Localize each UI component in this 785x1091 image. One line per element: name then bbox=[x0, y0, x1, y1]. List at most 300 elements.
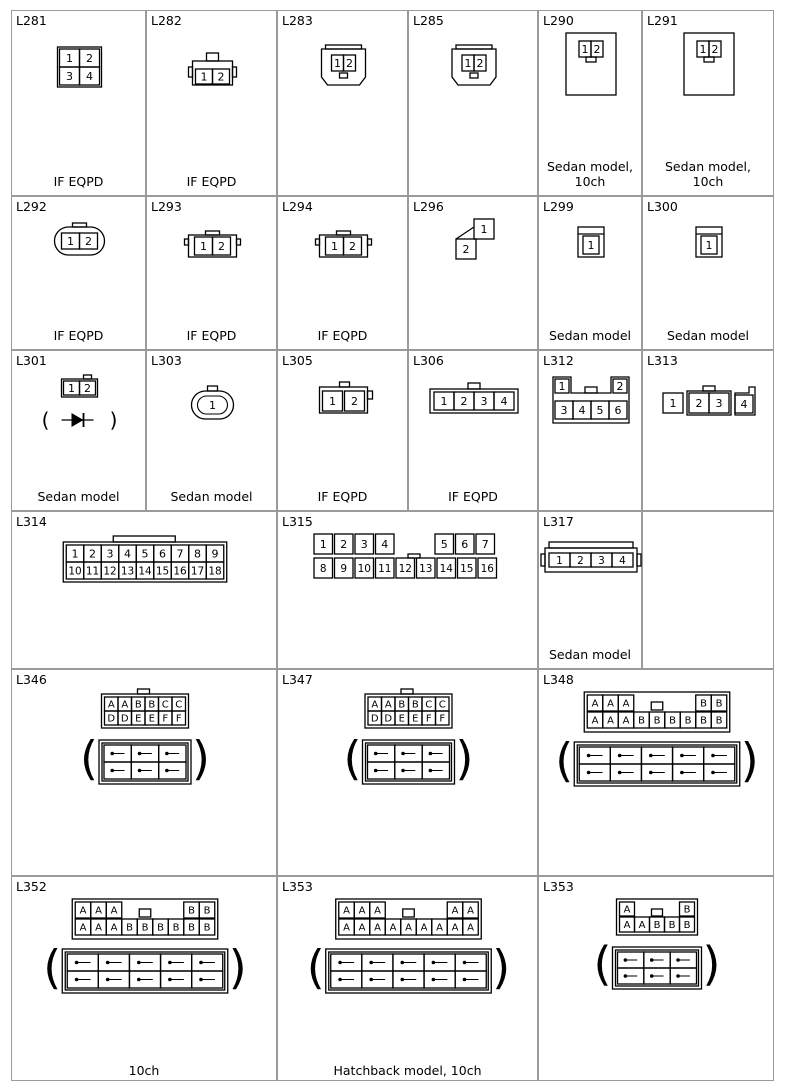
connector-face-drawing bbox=[147, 197, 278, 321]
connector-face-drawing bbox=[539, 351, 643, 482]
pin-label: A bbox=[95, 922, 102, 934]
caption-line: Sedan model, bbox=[546, 159, 633, 174]
pin-label: 13 bbox=[419, 562, 433, 575]
pin-label: 2 bbox=[462, 242, 470, 256]
connector-caption bbox=[147, 489, 276, 504]
connector-face-drawing bbox=[147, 351, 278, 482]
pin-label: 7 bbox=[481, 537, 489, 551]
connector-id: L292 bbox=[16, 199, 47, 214]
connector-caption bbox=[12, 328, 145, 343]
pin-label: 2 bbox=[346, 56, 353, 70]
pin-label: 5 bbox=[596, 403, 604, 417]
pin-label: 4 bbox=[619, 554, 626, 567]
pin-label: D bbox=[384, 713, 393, 725]
pin-label: 1 bbox=[705, 238, 713, 252]
pin-label: B bbox=[126, 922, 133, 934]
left-parenthesis: ( bbox=[593, 936, 612, 991]
connector-caption bbox=[539, 328, 641, 343]
right-parenthesis: ) bbox=[492, 940, 511, 995]
pin-label: 1 bbox=[71, 547, 79, 561]
pin-label: 16 bbox=[173, 565, 187, 578]
connector-face-drawing bbox=[12, 197, 147, 321]
caption-line: Sedan model bbox=[170, 489, 253, 504]
pin-label: 1 bbox=[68, 381, 75, 395]
pin-label: 1 bbox=[67, 234, 74, 248]
lock-tab bbox=[408, 554, 420, 558]
pin-label: 3 bbox=[598, 554, 605, 567]
connector-face-drawing bbox=[539, 197, 643, 321]
pin-label: A bbox=[467, 922, 474, 934]
pin-label: 2 bbox=[460, 394, 468, 408]
pin-label: 15 bbox=[460, 562, 474, 575]
pin-label: 2 bbox=[711, 42, 719, 56]
pin-label: A bbox=[110, 905, 118, 917]
left-parenthesis: ( bbox=[80, 731, 98, 786]
lock-tab bbox=[84, 375, 92, 379]
step-edge bbox=[456, 227, 474, 239]
pin-label: A bbox=[343, 905, 350, 917]
connector-id: L315 bbox=[282, 514, 313, 529]
pin-label: B bbox=[148, 699, 156, 711]
connector-face-drawing bbox=[278, 11, 409, 167]
connector-id: L303 bbox=[151, 353, 182, 368]
connector-cell bbox=[538, 10, 642, 196]
pin-label: A bbox=[451, 922, 459, 934]
connector-id: L283 bbox=[282, 13, 313, 28]
right-parenthesis: ) bbox=[702, 936, 721, 991]
connector-face-drawing bbox=[539, 670, 775, 847]
pin-label: 1 bbox=[334, 56, 341, 70]
pin-label: A bbox=[79, 905, 87, 917]
pin-label: 2 bbox=[593, 42, 601, 56]
connector-caption bbox=[278, 1063, 537, 1078]
lock-tab bbox=[206, 231, 220, 235]
caption-line: Sedan model bbox=[37, 489, 120, 504]
caption-line: Sedan model, bbox=[664, 159, 751, 174]
pin-label: A bbox=[374, 922, 381, 934]
lock-tab bbox=[468, 383, 480, 389]
pin-label: B bbox=[715, 715, 723, 727]
side-latch bbox=[368, 391, 373, 399]
pin-label: D bbox=[370, 713, 379, 725]
pin-label: 12 bbox=[398, 562, 412, 575]
connector-id: L296 bbox=[413, 199, 444, 214]
pin-label: 6 bbox=[461, 537, 469, 551]
connector-id: L282 bbox=[151, 13, 182, 28]
connector-face-drawing bbox=[278, 877, 539, 1052]
connector-id: L281 bbox=[16, 13, 47, 28]
pin-label: A bbox=[591, 715, 599, 727]
connector-id: L305 bbox=[282, 353, 313, 368]
connector-face-drawing bbox=[278, 197, 409, 321]
top-rib bbox=[326, 45, 362, 49]
pin-label: 3 bbox=[560, 403, 568, 417]
pin-label: 3 bbox=[106, 547, 114, 561]
pin-label: 4 bbox=[578, 403, 586, 417]
right-parenthesis: ) bbox=[455, 731, 474, 786]
pin-label: 2 bbox=[695, 396, 703, 410]
pin-label: 4 bbox=[381, 537, 389, 551]
connector-caption bbox=[643, 159, 773, 189]
pin-label: 7 bbox=[176, 547, 184, 561]
pin-label: A bbox=[622, 715, 630, 727]
pin-label: C bbox=[425, 699, 433, 711]
pin-label: B bbox=[157, 922, 164, 934]
connector-cell bbox=[642, 511, 774, 669]
pin-label: B bbox=[715, 698, 723, 710]
connector-id: L294 bbox=[282, 199, 313, 214]
caption-line: Sedan model bbox=[548, 647, 632, 662]
lock-tab bbox=[138, 689, 150, 694]
pin-label: A bbox=[389, 922, 397, 934]
pin-label: 2 bbox=[340, 537, 348, 551]
connector-cell bbox=[408, 10, 538, 196]
connector-cell bbox=[277, 350, 408, 511]
pin-label: 1 bbox=[699, 42, 707, 56]
left-parenthesis: ( bbox=[306, 940, 325, 995]
connector-cell bbox=[538, 669, 774, 876]
pin-label: 15 bbox=[155, 565, 170, 578]
pin-label: B bbox=[700, 715, 707, 727]
connector-cell bbox=[11, 10, 146, 196]
connector-id: L313 bbox=[647, 353, 678, 368]
pin-label: 1 bbox=[440, 394, 448, 408]
pin-label: 1 bbox=[331, 239, 338, 253]
connector-id: L347 bbox=[282, 672, 313, 687]
pin-label: 1 bbox=[319, 537, 327, 551]
pin-label: 4 bbox=[740, 397, 748, 411]
pin-label: B bbox=[669, 715, 676, 727]
connector-face-drawing bbox=[539, 877, 775, 1052]
flange bbox=[316, 239, 320, 245]
connector-id: L293 bbox=[151, 199, 182, 214]
pin-label: C bbox=[175, 699, 183, 711]
connector-caption bbox=[12, 489, 145, 504]
lock-tab bbox=[652, 909, 663, 916]
pin-label: B bbox=[203, 905, 211, 917]
side-rib bbox=[233, 67, 237, 77]
lock-tab bbox=[337, 231, 351, 235]
pin-label: 2 bbox=[217, 70, 225, 84]
pin-label: E bbox=[135, 713, 142, 725]
pin-label: 1 bbox=[200, 70, 208, 84]
pin-label: 6 bbox=[614, 403, 622, 417]
pin-label: B bbox=[700, 698, 707, 710]
lock-tab bbox=[401, 689, 413, 694]
flange bbox=[541, 554, 545, 566]
connector-cell bbox=[408, 350, 538, 511]
connector-caption bbox=[12, 1063, 276, 1078]
caption-line: IF EQPD bbox=[53, 174, 104, 189]
pin-label: 3 bbox=[66, 69, 73, 83]
lock-tab bbox=[340, 382, 350, 387]
connector-id: L346 bbox=[16, 672, 47, 687]
connector-id: L300 bbox=[647, 199, 678, 214]
pin-label: 6 bbox=[159, 547, 166, 561]
pin-label: 2 bbox=[476, 56, 484, 70]
connector-id: L299 bbox=[543, 199, 574, 214]
connector-face-drawing bbox=[278, 351, 409, 482]
caption-line: Sedan model bbox=[666, 328, 750, 343]
pin-label: 1 bbox=[558, 379, 566, 393]
pin-label: 12 bbox=[103, 565, 117, 578]
pin-label: 1 bbox=[581, 42, 589, 56]
pin-label: 2 bbox=[85, 234, 92, 248]
pin-label: A bbox=[107, 699, 115, 711]
pin-label: 17 bbox=[190, 565, 205, 578]
pin-label: 3 bbox=[360, 537, 368, 551]
left-parenthesis: ( bbox=[343, 731, 362, 786]
connector-caption bbox=[643, 328, 773, 343]
pin-label: B bbox=[653, 920, 661, 932]
connector-id: L348 bbox=[543, 672, 574, 687]
lock-tab bbox=[403, 909, 415, 917]
connector-cell bbox=[277, 10, 408, 196]
pin-label: C bbox=[161, 699, 169, 711]
lock-tab bbox=[113, 536, 175, 542]
caption-line: Hatchback model, 10ch bbox=[333, 1063, 482, 1078]
lock-tab bbox=[139, 909, 151, 917]
pin-label: A bbox=[110, 922, 118, 934]
top-rib bbox=[549, 542, 633, 548]
lock-tab bbox=[585, 387, 597, 393]
connector-face-drawing bbox=[643, 351, 775, 482]
latch bbox=[470, 73, 478, 78]
pin-label: 1 bbox=[669, 396, 677, 410]
connector-cell bbox=[11, 511, 277, 669]
connector-face-drawing bbox=[12, 351, 147, 482]
pin-label: 1 bbox=[464, 56, 472, 70]
pin-label: E bbox=[398, 713, 405, 725]
pin-label: A bbox=[607, 698, 614, 710]
pin-label: B bbox=[172, 922, 180, 934]
connector-cell bbox=[277, 876, 538, 1081]
connector-cell bbox=[277, 196, 408, 350]
connector-caption bbox=[147, 174, 276, 189]
flange bbox=[368, 239, 372, 245]
top-rib bbox=[456, 45, 492, 49]
connector-caption bbox=[12, 174, 145, 189]
caption-line: 10ch bbox=[574, 174, 606, 189]
pin-label: F bbox=[425, 713, 432, 725]
pin-label: 1 bbox=[209, 399, 216, 412]
connector-face-drawing bbox=[278, 670, 539, 847]
pin-label: B bbox=[203, 922, 211, 934]
pin-label: A bbox=[121, 699, 129, 711]
pin-label: B bbox=[684, 715, 692, 727]
right-parenthesis: ) bbox=[109, 408, 118, 432]
pin-label: A bbox=[591, 698, 599, 710]
pin-label: B bbox=[411, 699, 419, 711]
lock-tab bbox=[208, 386, 218, 391]
connector-face-drawing bbox=[12, 670, 278, 847]
pin-label: A bbox=[607, 715, 614, 727]
connector-face-drawing bbox=[643, 11, 775, 167]
pin-label: A bbox=[623, 904, 631, 916]
caption-line: Sedan model bbox=[548, 328, 632, 343]
pin-label: 3 bbox=[480, 394, 488, 408]
connector-face-drawing bbox=[539, 11, 643, 167]
caption-line: 10ch bbox=[692, 174, 724, 189]
caption-line: IF EQPD bbox=[317, 328, 368, 343]
pin-label: B bbox=[141, 922, 149, 934]
pin-label: 1 bbox=[66, 51, 73, 65]
lock-tab bbox=[73, 223, 87, 227]
pin-label: A bbox=[358, 922, 366, 934]
pin-label: A bbox=[638, 920, 646, 932]
pin-label: B bbox=[134, 699, 142, 711]
pin-label: B bbox=[188, 905, 195, 917]
connector-cell bbox=[538, 350, 642, 511]
pin-label: B bbox=[653, 715, 661, 727]
pin-label: D bbox=[120, 713, 129, 725]
lock-tab bbox=[703, 386, 715, 391]
pin-label: 11 bbox=[85, 565, 100, 578]
connector-face-drawing bbox=[643, 197, 775, 321]
pin-label: A bbox=[467, 905, 474, 917]
pin-label: 3 bbox=[715, 396, 723, 410]
connector-cell bbox=[538, 876, 774, 1081]
pin-label: A bbox=[371, 699, 379, 711]
connector-cell bbox=[277, 669, 538, 876]
pin-label: 10 bbox=[68, 565, 82, 578]
pin-label: 2 bbox=[89, 547, 96, 561]
pin-label: A bbox=[623, 920, 631, 932]
pin-label: 9 bbox=[340, 562, 348, 575]
right-parenthesis: ) bbox=[740, 733, 759, 788]
pin-label: 2 bbox=[218, 239, 225, 253]
pin-label: 5 bbox=[141, 547, 149, 561]
lock-tab bbox=[207, 53, 219, 61]
pin-label: 10 bbox=[357, 562, 371, 575]
connector-cell bbox=[11, 876, 277, 1081]
connector-cell bbox=[146, 350, 277, 511]
connector-face-drawing bbox=[12, 877, 278, 1052]
connector-cell bbox=[277, 511, 538, 669]
connector-face-drawing bbox=[409, 11, 539, 167]
pin-label: 2 bbox=[86, 51, 93, 65]
pin-label: 14 bbox=[439, 562, 453, 575]
pin-label: 4 bbox=[86, 69, 93, 83]
pin-label: E bbox=[148, 713, 155, 725]
pin-label: C bbox=[438, 699, 446, 711]
connector-cell bbox=[642, 350, 774, 511]
pin-label: F bbox=[162, 713, 169, 725]
connector-cell bbox=[538, 196, 642, 350]
caption-line: IF EQPD bbox=[53, 328, 104, 343]
pin-label: 8 bbox=[319, 562, 327, 575]
connector-cell bbox=[146, 196, 277, 350]
connector-cell bbox=[11, 196, 146, 350]
pin-label: 4 bbox=[500, 394, 508, 408]
latch bbox=[586, 57, 596, 62]
connector-face-drawing bbox=[278, 512, 539, 640]
pin-label: 4 bbox=[124, 547, 131, 561]
connector-face-drawing bbox=[147, 11, 278, 167]
connector-id: L306 bbox=[413, 353, 444, 368]
flange bbox=[237, 239, 241, 245]
connector-caption bbox=[539, 159, 641, 189]
connector-id: L290 bbox=[543, 13, 574, 28]
flange bbox=[185, 239, 189, 245]
connector-id: L317 bbox=[543, 514, 574, 529]
pin-label: A bbox=[420, 922, 428, 934]
connector-cell bbox=[538, 511, 642, 669]
connector-id: L291 bbox=[647, 13, 678, 28]
flange bbox=[637, 554, 641, 566]
connector-caption bbox=[147, 328, 276, 343]
connector-face-drawing bbox=[12, 512, 278, 640]
pin-label: A bbox=[358, 905, 366, 917]
connector-face-drawing bbox=[409, 351, 539, 482]
pin-label: 2 bbox=[84, 381, 91, 395]
pin-label: B bbox=[638, 715, 645, 727]
pin-label: B bbox=[188, 922, 195, 934]
pin-label: A bbox=[384, 699, 392, 711]
pin-label: 5 bbox=[440, 537, 448, 551]
pin-label: 1 bbox=[556, 554, 563, 567]
pin-label: A bbox=[451, 905, 459, 917]
pin-label: D bbox=[107, 713, 116, 725]
pin-label: A bbox=[95, 905, 102, 917]
pin-label: B bbox=[683, 904, 691, 916]
connector-id: L353 bbox=[543, 879, 574, 894]
connector-id: L352 bbox=[16, 879, 47, 894]
latch bbox=[704, 57, 714, 62]
pin-label: A bbox=[374, 905, 381, 917]
connector-id: L353 bbox=[282, 879, 313, 894]
pin-label: B bbox=[668, 920, 676, 932]
connector-id: L312 bbox=[543, 353, 574, 368]
caption-line: IF EQPD bbox=[186, 174, 237, 189]
pin-label: F bbox=[175, 713, 182, 725]
connector-id: L285 bbox=[413, 13, 444, 28]
side-rib bbox=[189, 67, 193, 77]
connector-caption bbox=[278, 328, 407, 343]
pin-label: 14 bbox=[138, 565, 152, 578]
caption-line: 10ch bbox=[128, 1063, 160, 1078]
pin-label: A bbox=[436, 922, 443, 934]
latch bbox=[340, 73, 348, 78]
pin-label: 1 bbox=[480, 222, 488, 236]
connector-cell bbox=[11, 669, 277, 876]
left-parenthesis: ( bbox=[41, 408, 50, 432]
pin-label: A bbox=[405, 922, 412, 934]
connector-cell bbox=[408, 196, 538, 350]
pin-label: 8 bbox=[194, 547, 201, 561]
right-parenthesis: ) bbox=[228, 940, 247, 995]
pin-label: E bbox=[412, 713, 419, 725]
lock-tab bbox=[651, 702, 663, 710]
connector-id: L314 bbox=[16, 514, 47, 529]
caption-line: IF EQPD bbox=[448, 489, 498, 504]
pin-label: 2 bbox=[577, 554, 584, 567]
connector-face-drawing bbox=[409, 197, 539, 321]
connector-cell bbox=[11, 350, 146, 511]
pin-label: A bbox=[343, 922, 350, 934]
pin-label: 2 bbox=[351, 394, 358, 408]
connector-cell bbox=[146, 10, 277, 196]
right-parenthesis: ) bbox=[192, 731, 210, 786]
pin-label: F bbox=[439, 713, 446, 725]
pin-label: A bbox=[622, 698, 630, 710]
pin-label: 2 bbox=[349, 239, 356, 253]
pin-label: 16 bbox=[480, 562, 494, 575]
connector-face-drawing bbox=[12, 11, 147, 167]
pin-label: 18 bbox=[208, 565, 222, 578]
pin-label: 1 bbox=[329, 394, 336, 408]
pin-label: 2 bbox=[616, 379, 624, 393]
